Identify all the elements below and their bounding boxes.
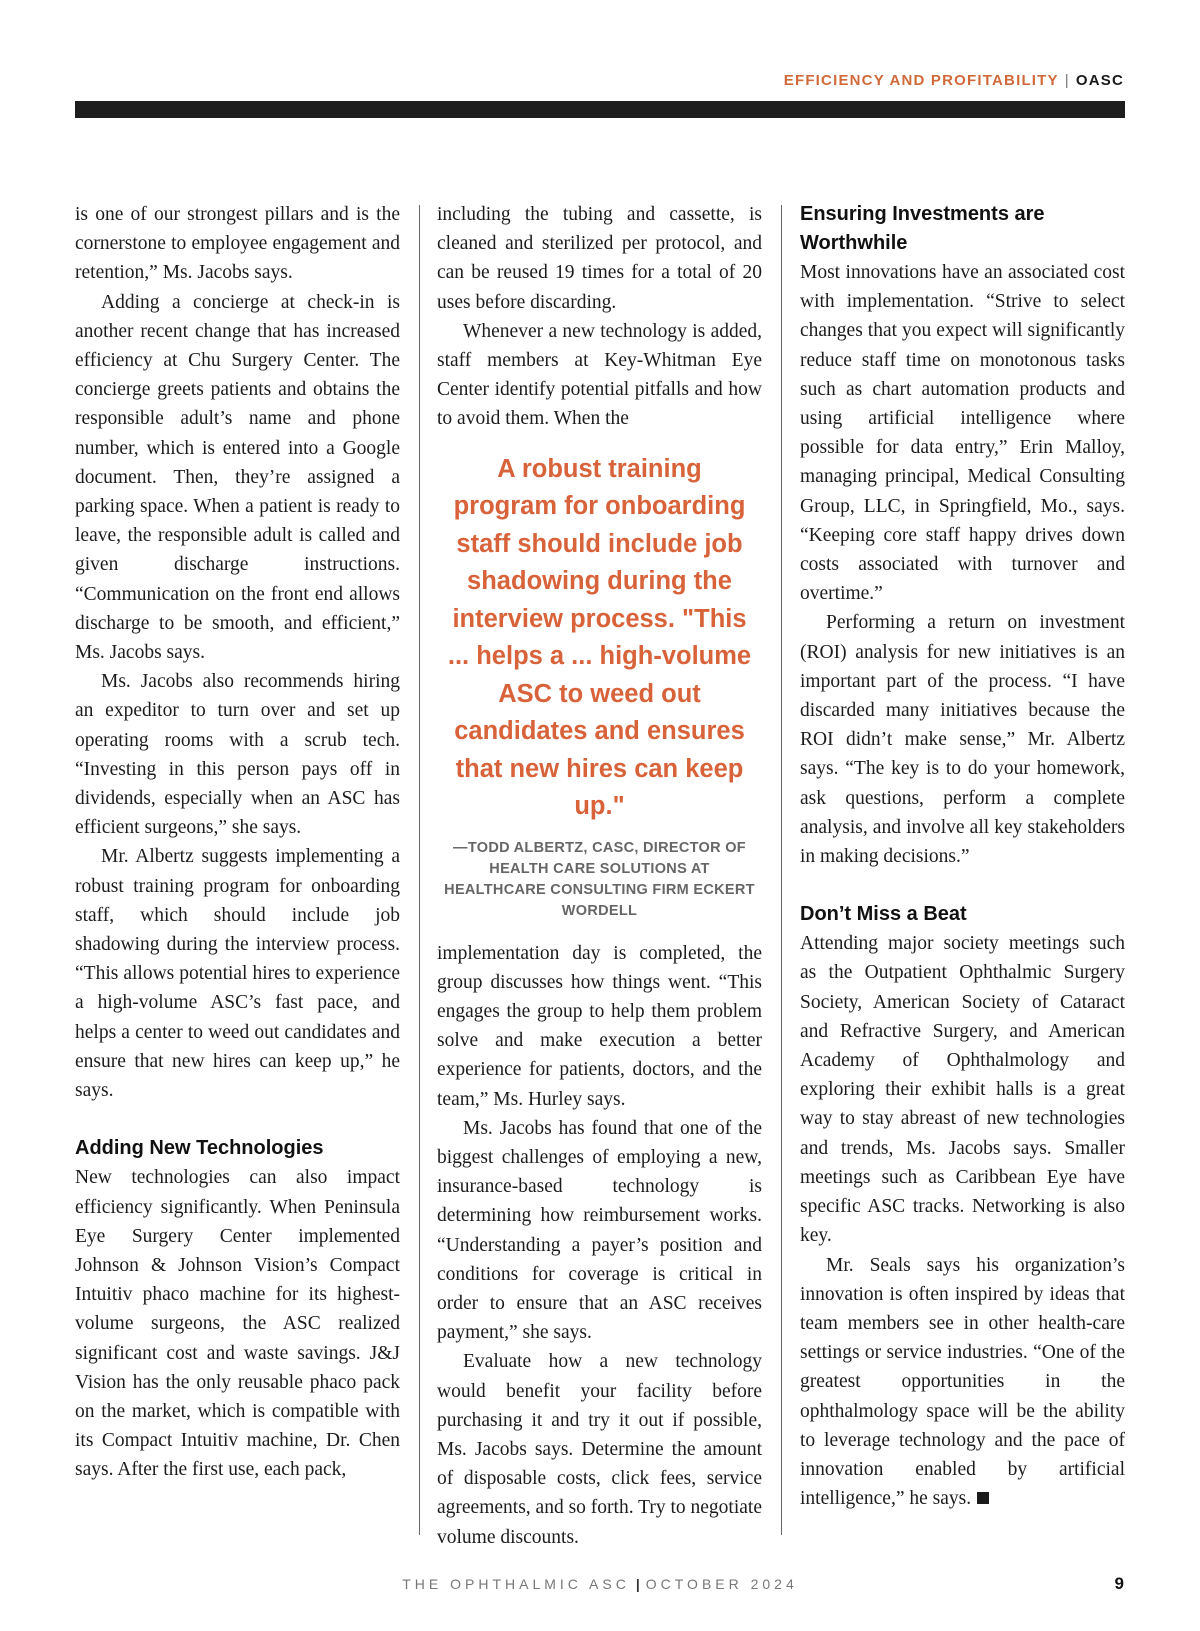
col1-paragraph-1: is one of our strongest pillars and is the cornerstone to employee engagement and retention,” Ms. Jacobs says. [75,204,400,284]
pull-quote-attribution: —TODD ALBERTZ, CASC, DIRECTOR OF HEALTH CARE SOLUTIONS AT HEALTHCARE CONSULTING FIRM ECKERT WORDELL [444,839,755,919]
end-of-article-mark [977,1492,989,1504]
col3-paragraph-1: Most innovations have an associated cost with implementation. “Strive to select changes that you expect will significantly reduce staff time on monotonous tasks such as chart automation products and using artificial intelligence where possible for data entry,” Erin Malloy, managing principal, Medical Consulting Group, LLC, in Springfield, Mo., says. “Keeping core staff happy drives down costs associated with turnover and overtime.” [800,262,1125,605]
col3-paragraph-4-text: Mr. Seals says his organization’s innovation is often inspired by ideas that team members see in other health-care settings or service industries. “One of the greatest opportunities in the ophthalmology space will be the ability to leverage technology and the pace of innovation enabled by artificial intelligence,” he says. [800,1254,1125,1510]
col1-paragraph-5: New technologies can also impact efficiency significantly. When Peninsula Eye Surgery Center implemented Johnson & Johnson Vision’s Compact Intuitiv phaco machine for its highest-volume surgeons, the ASC realized significant cost and waste savings. J&J Vision has the only reusable phaco pack on the market, which is compatible with its Compact Intuitiv machine, Dr. Chen says. After the first use, each pack, [75,1167,400,1481]
running-footer [0,1576,1200,1592]
running-header [784,72,1124,89]
publication-name: THE OPHTHALMIC ASC [402,1576,630,1592]
col2-paragraph-3: implementation day is completed, the group discusses how things went. “This engages the group to help them problem solve and make execution a better experience for patients, doctors, and the team,” Ms. Hurley says. [437,942,762,1110]
col2-paragraph-2: Whenever a new technology is added, staff members at Key-Whitman Eye Center identify potential pitfalls and how to avoid them. When the [437,320,762,430]
col1-paragraph-2: Adding a concierge at check-in is another recent change that has increased efficiency at Chu Surgery Center. The concierge greets patients and obtains the responsible adult’s name and phone number, which is entered into a Google document. Then, they’re assigned a parking space. When a patient is ready to leave, the responsible adult is called and given discharge instructions. “Communication on the front end allows discharge to be smooth, and efficient,” Ms. Jacobs says. [75,291,400,664]
column-1 [75,200,400,1485]
col2-paragraph-1: including the tubing and cassette, is cleaned and sterilized per protocol, and can be reused 19 times for a total of 20 uses before discarding. [437,204,762,313]
column-divider-1 [419,205,420,1535]
column-2 [437,200,762,1552]
header-separator: | [1064,72,1070,89]
heading-ensuring-investments: Ensuring Investments are Worthwhile [800,203,1045,254]
footer-separator: | [635,1576,640,1592]
col1-paragraph-4: Mr. Albertz suggests implementing a robust training program for onboarding staff, which should include job shadowing during the interview process. “This allows potential hires to experience a high-volume ASC’s fast pace, and helps a center to weed out candidates and ensure that new hires can keep up,” he says. [75,846,400,1102]
header-rule-bar [75,101,1125,118]
col3-paragraph-2: Performing a return on investment (ROI) analysis for new initiatives is an important part of the process. “I have discarded many initiatives because the ROI didn’t make sense,” Mr. Albertz says. “The key is to do your homework, ask questions, perform a complete analysis, and involve all key stakeholders in making decisions.” [800,612,1125,868]
col2-paragraph-4: Ms. Jacobs has found that one of the biggest challenges of employing a new, insurance-based technology is determining how reimbursement works. “Understanding a payer’s position and conditions for coverage is critical in order to ensure that an ASC receives payment,” she says. [437,1117,762,1344]
pull-quote-text: A robust training program for onboarding staff should include job shadowing during the interview process. "This ... helps a ... high-volume ASC to weed out candidates and ensures that new hires can keep up." [447,454,752,821]
heading-adding-new-technologies: Adding New Technologies [75,1137,324,1160]
brand-label: OASC [1075,72,1124,89]
issue-date: OCTOBER 2024 [645,1576,798,1592]
heading-dont-miss-a-beat: Don’t Miss a Beat [800,903,967,926]
col3-paragraph-4 [800,1251,1125,1514]
col3-paragraph-3: Attending major society meetings such as the Outpatient Ophthalmic Surgery Society, American Society of Cataract and Refractive Surgery, and American Academy of Ophthalmology and exploring their exhibit halls is a great way to stay abreast of new technologies and trends, Ms. Jacobs says. Smaller meetings such as Caribbean Eye have specific ASC tracks. Networking is also key. [800,933,1125,1247]
col1-paragraph-3: Ms. Jacobs also recommends hiring an expeditor to turn over and set up operating rooms with a scrub tech. “Investing in this person pays off in dividends, especially when an ASC has efficient surgeons,” she says. [75,671,400,839]
pull-quote [437,451,762,922]
column-3 [800,200,1125,1513]
section-label: EFFICIENCY AND PROFITABILITY [783,72,1059,89]
column-divider-2 [781,205,782,1535]
page-number: 9 [1114,1574,1124,1593]
col2-paragraph-5: Evaluate how a new technology would benefit your facility before purchasing it and try it out if possible, Ms. Jacobs says. Determine the amount of disposable costs, click fees, service agreements, and so forth. Try to negotiate volume discounts. [437,1351,762,1548]
